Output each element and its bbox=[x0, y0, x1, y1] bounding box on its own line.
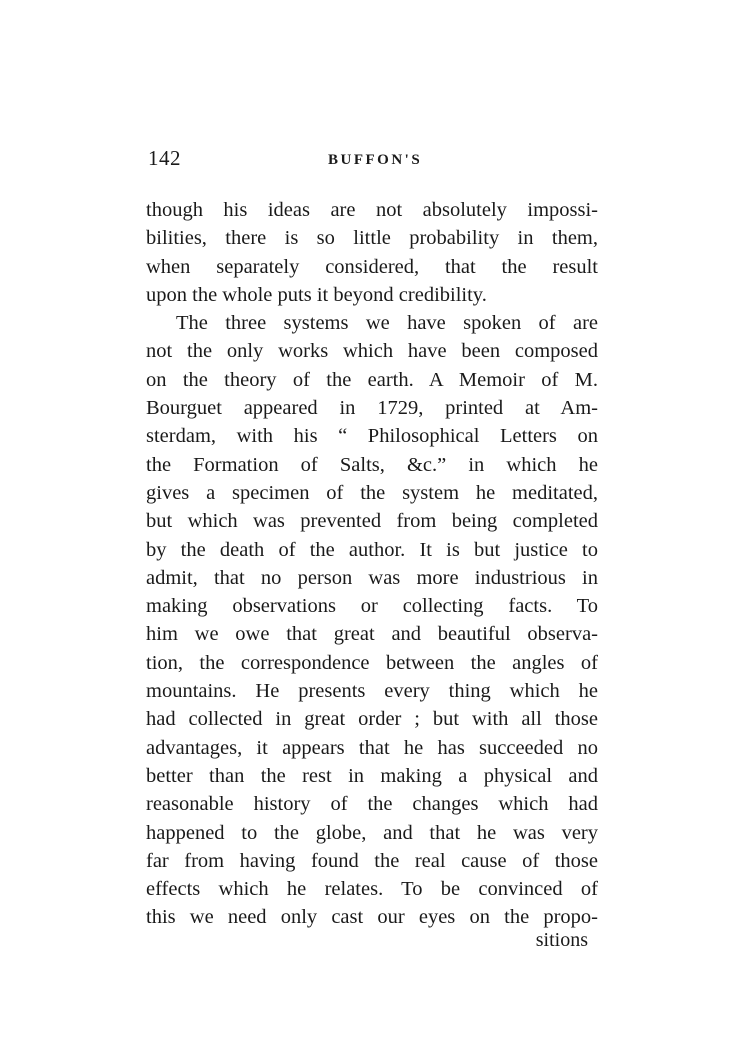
text-line: Bourguet appeared in 1729, printed at Am- bbox=[146, 397, 598, 420]
body-text bbox=[146, 196, 598, 932]
text-line: happened to the globe, and that he was very bbox=[146, 821, 598, 844]
text-line: sterdam, with his “ Philosophical Letters on bbox=[146, 425, 598, 448]
text-line: bilities, there is so little probability in them, bbox=[146, 227, 598, 250]
running-head: BUFFON'S bbox=[328, 152, 423, 168]
text-line: gives a specimen of the system he meditated, bbox=[146, 481, 598, 504]
text-line: the Formation of Salts, &c.” in which he bbox=[146, 453, 598, 476]
text-line: not the only works which have been composed bbox=[146, 340, 598, 363]
text-line: tion, the correspondence between the angles of bbox=[146, 651, 598, 674]
text-line: by the death of the author. It is but justice to bbox=[146, 538, 598, 561]
catchword: sitions bbox=[535, 929, 588, 951]
text-line: effects which he relates. To be convinced of bbox=[146, 878, 598, 901]
text-line: admit, that no person was more industrious in bbox=[146, 566, 598, 589]
text-line: had collected in great order ; but with all those bbox=[146, 708, 598, 731]
text-line: mountains. He presents every thing which he bbox=[146, 680, 598, 703]
text-line: reasonable history of the changes which had bbox=[146, 793, 598, 816]
page-number: 142 bbox=[148, 146, 181, 170]
paragraph-first-line: The three systems we have spoken of are bbox=[176, 312, 598, 335]
page-header bbox=[148, 146, 600, 176]
text-line: when separately considered, that the result bbox=[146, 255, 598, 278]
text-line: this we need only cast our eyes on the propo- bbox=[146, 906, 598, 929]
text-line: far from having found the real cause of those bbox=[146, 849, 598, 872]
text-line: making observations or collecting facts. To bbox=[146, 595, 598, 618]
text-line: but which was prevented from being completed bbox=[146, 510, 598, 533]
text-line: though his ideas are not absolutely impossi- bbox=[146, 199, 598, 221]
text-line: better than the rest in making a physical and bbox=[146, 764, 598, 787]
text-line: on the theory of the earth. A Memoir of M. bbox=[146, 368, 598, 391]
text-line: him we owe that great and beautiful observa- bbox=[146, 623, 598, 646]
text-line: advantages, it appears that he has succeeded no bbox=[146, 736, 598, 759]
text-line: upon the whole puts it beyond credibility. bbox=[146, 283, 487, 306]
